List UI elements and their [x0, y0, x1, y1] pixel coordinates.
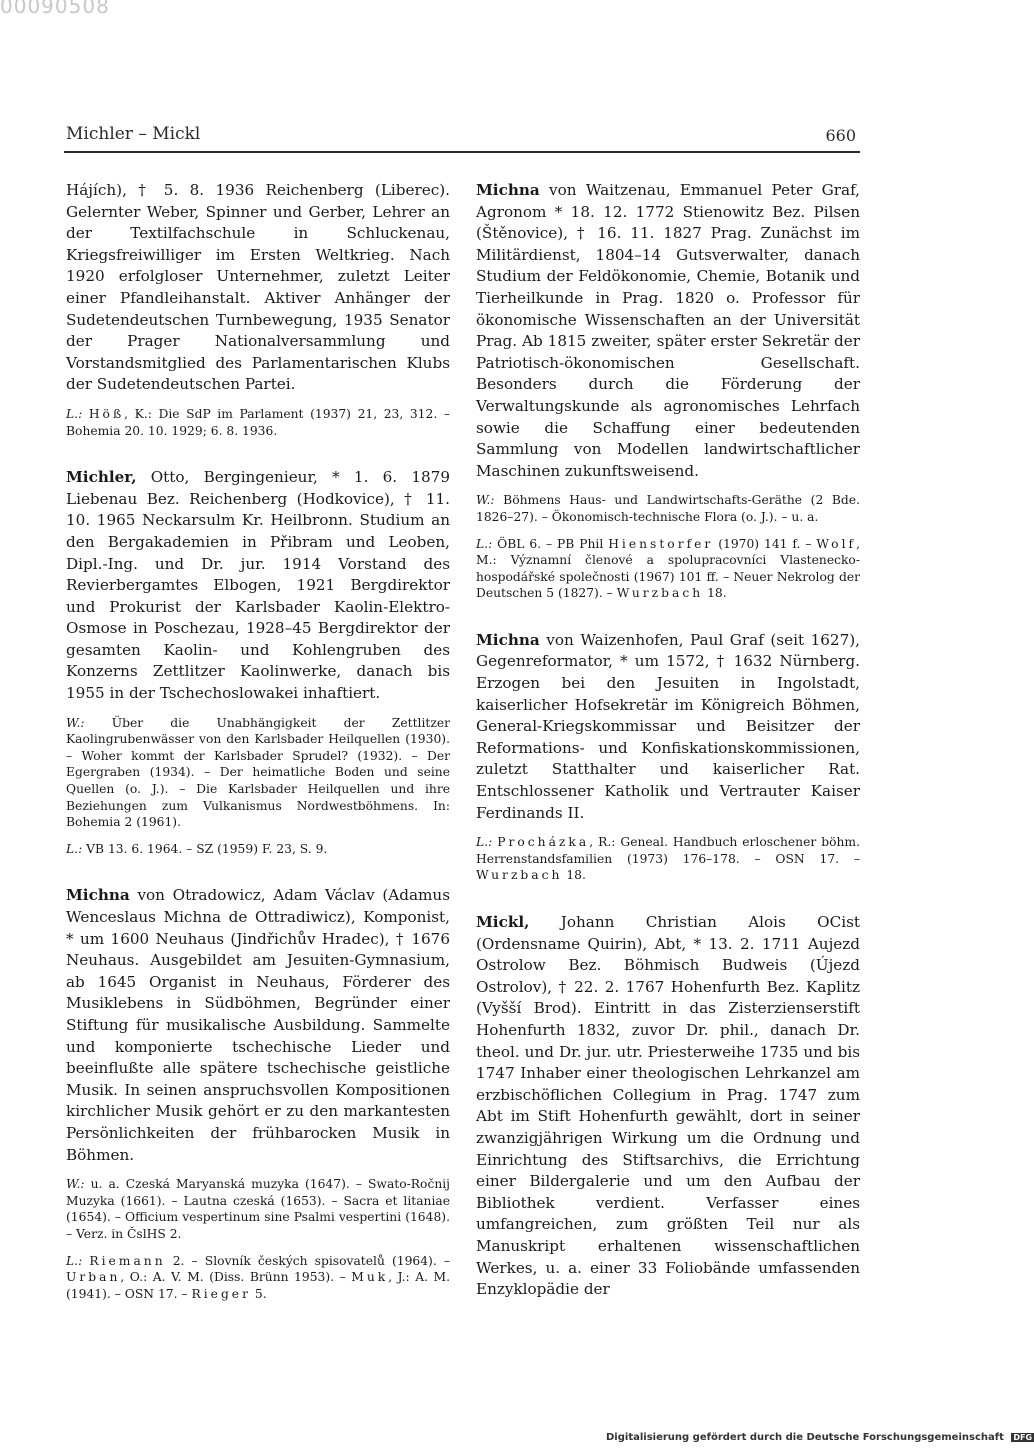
entry-text: Johann Christian Alois OCist (Ordensname Quirin), Abt, * 13. 2. 1711 Aujezd Ostrolow Bez. Böhmisch Budweis (Újezd Ostrolov), † 22. 2. 1767 Hohenfurth Bez. Kaplitz (Vyšší Brod). Eintritt in das Zisterzienserstift Hohenfurth 1832, zuvor Dr. phil., danach Dr. theol. und Dr. jur. utr. Priesterweihe 1735 und bis 1747 Inhaber einer theologischen Lehrkanzel am erzbischöflichen Collegium in Prag. 1747 zum Abt im Stift Hohenfurth gewählt, dort in seiner zwanzigjährigen Wirkung um die Ordnung und Einrichtung des Stiftsarchivs, die Errichtung einer Bildergalerie und um den Aufbau der Bibliothek verdient. Verfasser eines umfangreichen, zum größten Teil nur als Manuskript erhaltenen wissenschaftlichen Werkes, u. a. einer 33 Foliobände umfassenden Enzyklopädie der [476, 913, 860, 1299]
literature-note [66, 841, 450, 858]
page-number: 660 [825, 126, 856, 145]
footer-text: Digitalisierung gefördert durch die Deutsche Forschungsgemeinschaft [606, 1432, 1004, 1443]
note-label: W.: [66, 715, 85, 730]
note-label: W.: [476, 493, 495, 508]
entry-body [66, 180, 450, 396]
entry-body [476, 912, 860, 1301]
literature-note [66, 406, 450, 439]
author-name: Rieger [191, 1286, 251, 1301]
literature-note [66, 1253, 450, 1303]
note-text: ÖBL 6. – PB Phil [492, 536, 609, 551]
note-label: L.: [66, 406, 83, 421]
literature-note [476, 536, 860, 602]
note-text: VB 13. 6. 1964. – SZ (1959) F. 23, S. 9. [82, 841, 328, 856]
dfg-logo: DFG [1013, 1432, 1033, 1442]
note-text: , K.: Die SdP im Parlament (1937) 21, 23, 312. – Bohemia 20. 10. 1929; 6. 8. 1936. [66, 406, 450, 438]
author-name: Wolf [816, 536, 857, 551]
entry-body [476, 630, 860, 824]
running-header [66, 124, 856, 144]
left-column [66, 180, 450, 1330]
note-text: , M.: Významní členové a spolupracovníci Vlastenecko-hospodářské společnosti (1967) 101 ff. – Neuer Nekrolog der Deutschen 5 (1827). – [476, 536, 860, 601]
author-name: Wurzbach [616, 586, 704, 601]
right-column [476, 180, 860, 1329]
note-label: L.: [476, 536, 493, 551]
entry-text: Hájích), † 5. 8. 1936 Reichenberg (Liberec). Gelernter Weber, Spinner und Gerber, Lehrer an der Textilfachschule in Schluckenau, Kriegsfreiwilliger im Ersten Weltkrieg. Nach 1920 erfolgloser Unternehmer, zuletzt Leiter einer Pfandleihanstalt. Aktiver Anhänger der Sudetendeutschen Turnbewegung, 1935 Senator der Prager Nationalversammlung und Vorstandsmitglied des Parlamentarischen Klubs der Sudetendeutschen Partei. [66, 181, 450, 394]
note-label: W.: [66, 1177, 85, 1192]
author-name: Muk [351, 1270, 389, 1285]
footer-credit [606, 1432, 1034, 1443]
entry-headword: Michler, [66, 468, 137, 487]
note-text: 5. [250, 1286, 267, 1301]
note-text: Über die Unabhängigkeit der Zettlitzer Kaolingrubenwässer von den Karlsbader Heilquellen (1930). – Woher kommt der Karlsbader Sprudel? (1932). – Der Egergraben (1934). – Der heimatliche Boden und seine Quellen (o. J.). – Die Karlsbader Heilquellen und ihre Beziehungen zum Vulkanismus Nordwestböhmens. In: Bohemia 2 (1961). [66, 715, 450, 830]
biography-entry [66, 180, 450, 439]
entry-headword: Michna [476, 630, 540, 649]
note-text: 18. [562, 868, 586, 883]
note-text: 18. [703, 586, 727, 601]
biography-entry [66, 885, 450, 1302]
note-text: Böhmens Haus- und Landwirtschafts-Geräthe (2 Bde. 1826–27). – Ökonomisch-technische Flora (o. J.). – u. a. [476, 493, 860, 524]
author-name: Hienstorfer [608, 536, 714, 551]
note-text [82, 407, 89, 421]
note-label: L.: [66, 841, 83, 856]
entry-text: von Waitzenau, Emmanuel Peter Graf, Agronom * 18. 12. 1772 Stienowitz Bez. Pilsen (Štěnovice), † 16. 11. 1827 Prag. Zunächst im Militärdienst, 1804–14 Gutsverwalter, danach Studium der Feldökonomie, Chemie, Botanik und Tierheilkunde in Prag. 1820 o. Professor für ökonomische Wissenschaften an der Universität Prag. Ab 1815 zweiter, später erster Sekretär der Patriotisch-ökonomischen Gesellschaft. Besonders durch die Förderung der Verwaltungskunde als agronomisches Lehrfach sowie die Schaffung einer bedeutenden Sammlung von Modellen landwirtschaftlicher Maschinen zukunftsweisend. [476, 181, 860, 480]
entry-text: Otto, Bergingenieur, * 1. 6. 1879 Liebenau Bez. Reichenberg (Hodkovice), † 11. 10. 1965 Neckarsulm Kr. Heilbronn. Studium an den Bergakademien in Přibram und Leoben, Dipl.-Ing. und Dr. jur. 1914 Vorstand des Revierbergamtes Elbogen, 1921 Bergdirektor und Prokurist der Karlsbader Kaolin-Elektro-Osmose in Poschezau, 1928–45 Bergdirektor der gesamten Kaolin- und Kohlengruben des Konzerns Zettlitzer Kaolinwerke, danach bis 1955 in der Tschechoslowakei inhaftiert. [66, 468, 450, 703]
author-name: Riemann [89, 1253, 166, 1268]
entry-headword: Mickl, [476, 913, 530, 931]
entry-text: von Otradowicz, Adam Václav (Adamus Wenceslaus Michna de Ottradiwicz), Komponist, * um 1600 Neuhaus (Jindřichův Hradec), † 1676 Neuhaus. Ausgebildet am Jesuiten-Gymnasium, ab 1645 Organist in Neuhaus, Förderer des Musiklebens in Südböhmen, Begründer einer Stiftung für musikalische Ausbildung. Sammelte und komponierte tschechische Lieder und beeinflußte alle spätere tschechische geistliche Musik. In seinen anspruchsvollen Kompositionen kirchlicher Musik gehört er zu den markantesten Persönlichkeiten der frühbarocken Musik in Böhmen. [66, 886, 450, 1164]
biography-entry [66, 467, 450, 857]
entry-headword: Michna [66, 886, 130, 905]
note-text: , R.: Geneal. Handbuch erloschener böhm. Herrenstandsfamilien (1973) 176–178. – OSN 17. – [476, 835, 860, 866]
works-note [66, 715, 450, 831]
note-text: , J.: A. M. (1941). – OSN 17. – [66, 1270, 451, 1301]
note-text: , O.: A. V. M. (Diss. Brünn 1953). – [120, 1270, 352, 1285]
biography-entry [476, 912, 860, 1301]
note-text: 2. – Slovník českých spisovatelů (1964). – [165, 1253, 450, 1268]
author-name: Procházka [497, 835, 590, 850]
note-label: L.: [476, 835, 493, 850]
note-text: u. a. Czeská Maryanská muzyka (1647). – Swato-Ročnij Muzyka (1661). – Lautna czeská (1653). – Sacra et litaniae (1654). – Officium vespertinum sine Psalmi vespertini (1648). – Verz. in ČslHS 2. [66, 1177, 450, 1241]
note-text: (1970) 141 f. – [713, 536, 817, 551]
entry-body [66, 885, 450, 1166]
works-note [476, 492, 860, 525]
author-name: Höß [88, 406, 125, 421]
entry-text: von Waizenhofen, Paul Graf (seit 1627), Gegenreformator, * um 1572, † 1632 Nürnberg. Erzogen bei den Jesuiten in Ingolstadt, kaiserlicher Hofsekretär im Königreich Böhmen, General-Kriegskommissar und Beisitzer der Reformations- und Konfiskationskommissionen, zuletzt Statthalter und kaiserlicher Rat. Entschlossener Katholik und Vertrauter Kaiser Ferdinands II. [476, 630, 860, 822]
entry-body [66, 467, 450, 705]
header-rule [64, 151, 860, 153]
note-label: L.: [66, 1253, 83, 1268]
scan-id: 00090508 [0, 0, 110, 18]
author-name: Wurzbach [476, 868, 563, 883]
biography-entry [476, 180, 860, 602]
biography-entry [476, 630, 860, 884]
works-note [66, 1176, 450, 1242]
entry-headword: Michna [476, 181, 540, 199]
entry-body [476, 180, 860, 482]
running-title: Michler – Mickl [66, 124, 201, 144]
author-name: Urban [66, 1270, 121, 1285]
literature-note [476, 834, 860, 884]
